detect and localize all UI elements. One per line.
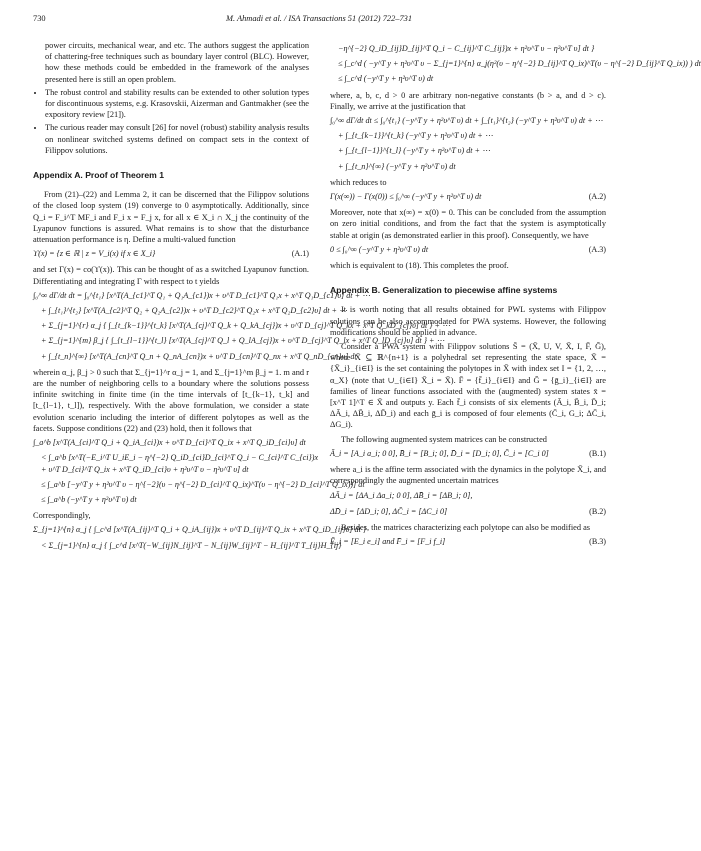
equation-line: Σ_{j=1}^{n} α_j { ∫_c^d [x^T(A_{ij}^T Q_i + Q_iA_{ij})x + υ^T D_{ij}^T Q_ix + x^T Q_iD_{ij}υ] dt } [33, 525, 367, 535]
equation-number: (A.2) [588, 192, 606, 202]
equation-line: ∫₀^∞ dΓ/dt dt = ∫₀^{t₁} [x^T(A_{c1}^T Q₁ + Q₁A_{c1})x + υ^T D_{c1}^T Q₁x + x^T Q₁D_{c1}υ] dt + ⋯ [33, 290, 371, 300]
remarks-list [33, 87, 309, 156]
equation-line: + ∫_{t_{k−1}}^{t_k} (−y^T y + η²υ^T υ) dt + ⋯ [338, 131, 493, 141]
equation-line: < ∫_a^b [x^T(−E_i^T U_iE_i − η^{−2} Q_iD_{ci}D_{ci}^T Q_i − C_{ci}^T C_{ci})x [41, 453, 319, 463]
justification-block [330, 115, 606, 172]
equation-line: ≤ ∫_c^d (−y^T y + η²υ^T υ) dt [338, 74, 434, 84]
equation-line: + υ^T D_{ci}^T Q_ix + x^T Q_iD_{ci}υ + η²υ^T υ − η²υ^T υ] dt [41, 464, 249, 474]
equation-line: + ∫_{t_n}^{∞} (−y^T y + η²υ^T υ) dt [338, 161, 456, 171]
equation-body: Ē_i = [E_i e_i] and F̄_i = [F_i f_i] [330, 537, 446, 547]
journal-citation: M. Ahmadi et al. / ISA Transactions 51 (2012) 722–731 [225, 14, 413, 23]
intro-continuation: power circuits, mechanical wear, and etc. The authors suggest the application of chattering-free techniques such as boundary layer control (BLC). However, how these methods could be embedded in the framework of the analyses presented here is still an open problem. [45, 41, 309, 84]
equation-line: ≤ ∫_c^d ( −y^T y + η²υ^T υ − Σ_{j=1}^{n} α_j(η²(υ − η^{−2} D_{ij}^T Q_ix)^T(υ − η^{−2} D_{ij}^T Q_ix)) ) dt [338, 59, 701, 69]
paragraph: Besides, the matrices characterizing each polytope can also be modified as [341, 522, 591, 532]
equation-line: ∫₀^∞ dΓ/dt dt ≤ ∫₀^{t₁} (−y^T y + η²υ^T υ) dt + ∫_{t₁}^{t₂} (−y^T y + η²υ^T υ) dt + ⋯ [330, 116, 603, 126]
equation-body: 0 ≤ ∫₀^∞ (−y^T y + η²υ^T υ) dt [330, 244, 429, 254]
equation-line: < Σ_{j=1}^{n} α_j { ∫_c^d [x^T(−W_{ij}N_{ij}^T − N_{ij}W_{ij}^T − H_{ij}^T T_{ij}H_{ij} [41, 540, 342, 550]
equation-a2 [330, 191, 606, 202]
right-column [330, 40, 701, 552]
equation-b3 [330, 536, 606, 547]
paragraph: where, a, b, c, d > 0 are arbitrary non-negative constants (b > a, and d > c). Finally, we arrive at the justification that [330, 90, 606, 111]
appendix-b-heading: Appendix B. Generalization to piecewise affine systems [330, 285, 558, 296]
paragraph: and set Γ(x) = co(ϒ(x)). This can be thought of as a switched Lyapunov function. Differentiating and integrating Γ with respect to t yields [33, 265, 309, 286]
paragraph: wherein α_j, β_j > 0 such that Σ_{j=1}^r α_j = 1, and Σ_{j=1}^m β_j = 1. m and r are the number of neighboring cells to a boundary where the solutions possess infinite switching in finite time (in the time intervals of [t_{k−1}, t_k] and [t_{l−1}, t_l]), respectively. With the above formulation, we consider a state evolution scenario including the interior of different polytopes as well as the facets. Suppose conditions (22) and (23) hold, then it follows that [33, 367, 309, 433]
paragraph: Correspondingly, [33, 511, 91, 521]
paragraph: Moreover, note that x(∞) = x(0) = 0. This can be concluded from the assumption on zero initial conditions, and from the fact that the system is asymptotically stable at origin (as demonstrated earlier in this proof). Consequently, we have [330, 208, 606, 240]
equation-body: ϒ(x) = {z ∈ ℝ | z = V_i(x) if x ∈ X_i} [33, 249, 156, 259]
paragraph: The following augmented system matrices can be constructed [341, 434, 547, 444]
equation-number: (B.2) [589, 506, 606, 516]
page-header [33, 14, 605, 28]
equation-a3 [330, 244, 606, 255]
equation-line: + ∫_{t_{l−1}}^{t_l} (−y^T y + η²υ^T υ) dt + ⋯ [338, 146, 491, 156]
equation-number: (A.1) [291, 249, 309, 259]
equation-b1 [330, 448, 606, 459]
equation-line: ∫_a^b [x^T(A_{ci}^T Q_i + Q_iA_{ci})x + υ^T D_{ci}^T Q_ix + x^T Q_iD_{ci}υ] dt [33, 438, 306, 448]
equation-number: (B.3) [589, 537, 606, 547]
remark-item: • The curious reader may consult [26] for novel (robust) stability analysis results on nonlinear switched systems defined on compact sets in the context of Filippov solutions. [45, 122, 309, 156]
paragraph: where a_i is the affine term associated with the dynamics in the polytope X̄_i, and correspondingly the augmented uncertain matrices [330, 465, 606, 486]
equation-body: ΔĀ_i = [ΔA_i Δa_i; 0 0], ΔB̄_i = [ΔB_i; 0], [330, 490, 473, 500]
appendix-a-heading: Appendix A. Proof of Theorem 1 [33, 170, 164, 181]
paragraph: which reduces to [330, 177, 387, 187]
equation-delta [330, 490, 606, 501]
page-number: 730 [33, 14, 46, 23]
equation-a1 [33, 248, 309, 259]
equation-number: (A.3) [588, 244, 606, 254]
paragraph: Consider a PWA system with Filippov solutions S̄ = (X̄, U, V, X̄, I, F̄, Ḡ), where X̄ ⊆ ℝ^{n+1} is a polyhedral set representing the state space, X̄ = {X̄_i}_{i∈I} is the set containing the polytopes in X̄ with index set I = {1, 2, …, α_X} (note that ∪_{i∈I} X̄_i = X̄). F̄ = {f̄_i}_{i∈I} and Ḡ = {ḡ_i}_{i∈I} are families of linear functions associated with the (augmented) system states x̄ = [x^T 1]^T ∈ X̄ and outputs y. Each f̄_i consists of six elements (Ā_i, B̄_i, D̄_i; ΔĀ_i, ΔB̄_i, ΔD̄_i) and each ḡ_i is composed of four elements (C̄_i, G_i; ΔC̄_i, ΔG_i). [330, 342, 606, 430]
paragraph: It is worth noting that all results obtained for PWL systems with Filippov solutions can be also accommodated for PWA systems. However, the following modifications should be applied in advance. [330, 305, 606, 337]
equation-body: Ā_i = [A_i a_i; 0 0], B̄_i = [B_i; 0], D̄_i = [D_i; 0], C̄_i = [C_i 0] [330, 448, 549, 458]
equation-line: ≤ ∫_a^b (−y^T y + η²υ^T υ) dt [41, 494, 137, 504]
equation-line: + Σ_{j=1}^{m} β_j { ∫_{t_{l−1}}^{t_l} [x^T(A_{cj}^T Q_l + Q_lA_{cj})x + υ^T D_{cj}^T Q_lx + x^T Q_lD_{cj}υ] dt } + ⋯ [41, 336, 445, 346]
integral-expansion [33, 290, 451, 362]
equation-line: ≤ ∫_a^b [−y^T y + η²υ^T υ − η^{−2}(υ − η^{−2} D_{ci}^T Q_ix)^T(υ − η^{−2} D_{ci}^T Q_ix))] dt [41, 479, 365, 489]
equation-body: Γ(x(∞)) − Γ(x(0)) ≤ ∫₀^∞ (−y^T y + η²υ^T υ) dt [330, 192, 482, 202]
paragraph: From (21)–(22) and Lemma 2, it can be discerned that the Filippov solutions of the closed loop system (19) converge to 0 asymptotically. Additionally, since Q_i = F_i^T MF_i and F_i x = F_j x, for all x ∈ X_i ∩ X_j the continuity of the Lyapunov functions is assured. What remains is to show that the disturbance attenuation performance is η. Define a multi-valued function [33, 190, 309, 245]
equation-line: + Σ_{j=1}^{r} α_j { ∫_{t_{k−1}}^{t_k} [x^T(A_{cj}^T Q_k + Q_kA_{cj})x + υ^T D_{cj}^T Q_kx + x^T Q_kD_{cj}υ] dt } + ⋯ [41, 321, 451, 331]
sum-block [33, 524, 367, 550]
paragraph: which is equivalent to (18). This completes the proof. [330, 261, 509, 271]
equation-line: + ∫_{t₁}^{t₂} [x^T(A_{c2}^T Q₂ + Q₂A_{c2})x + υ^T D_{c2}^T Q₂x + x^T Q₂D_{c2}υ] dt + ⋯ [41, 306, 348, 316]
equation-line: −η^{−2} Q_iD_{ij}D_{ij}^T Q_i − C_{ij}^T C_{ij})x + η²υ^T υ − η²υ^T υ] dt } [338, 44, 595, 53]
equation-line: + ∫_{t_n}^{∞} [x^T(A_{cn}^T Q_n + Q_nA_{cn})x + υ^T D_{cn}^T Q_nx + x^T Q_nD_{cn}υ] dt [41, 351, 357, 361]
sum-continuation [330, 43, 701, 85]
equation-b2 [330, 506, 606, 517]
inequality-chain [33, 437, 365, 505]
equation-body: ΔD̄_i = [ΔD_i; 0], ΔC̄_i = [ΔC_i 0] [330, 506, 448, 516]
equation-number: (B.1) [589, 448, 606, 458]
remark-item: • The robust control and stability results can be extended to other solution types for discontinuous systems, e.g. Krasovskii, Aizerman and Gantmakher (see the expository review [21]). [45, 87, 309, 121]
